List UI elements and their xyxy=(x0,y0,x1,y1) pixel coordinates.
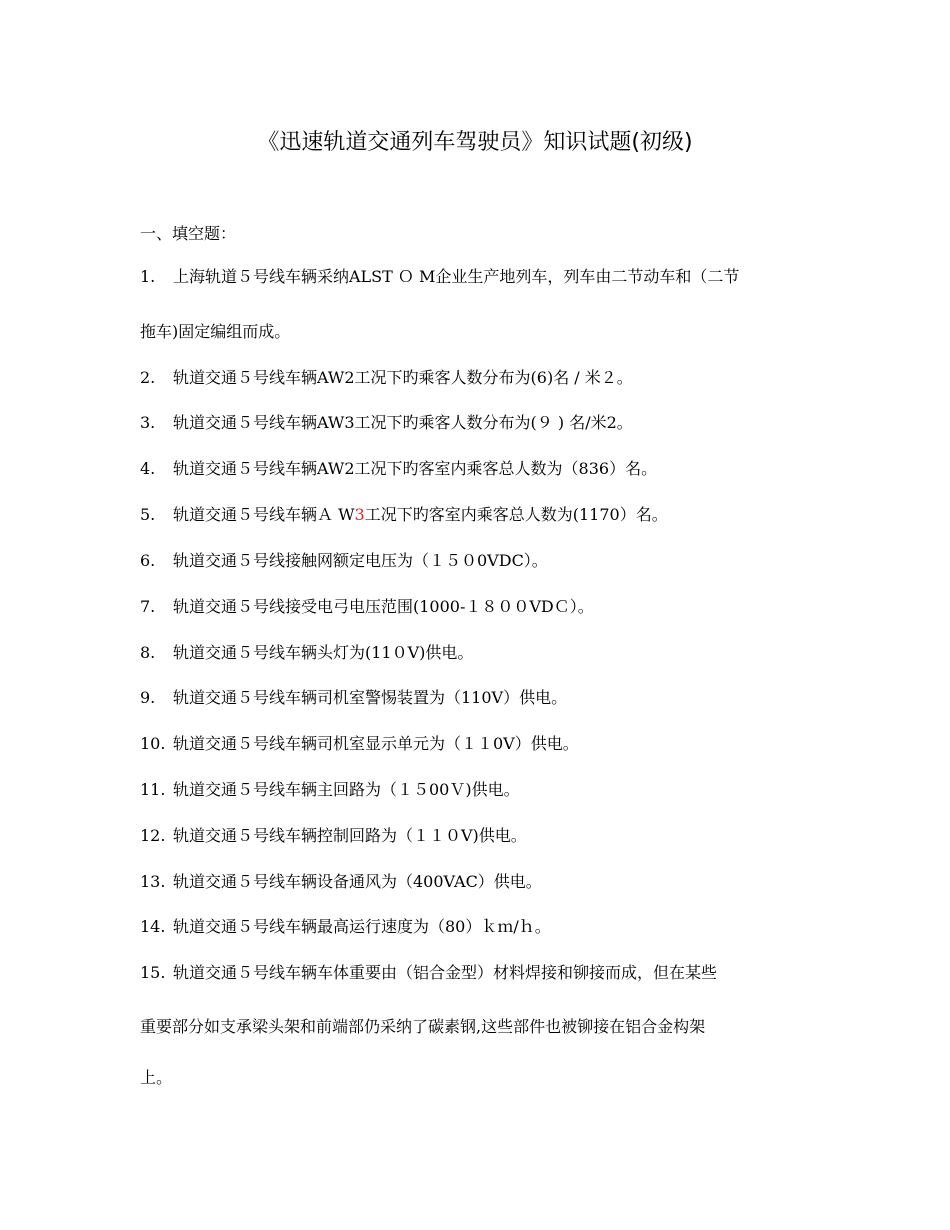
question-number: 4. xyxy=(140,459,156,478)
question-6 xyxy=(140,549,820,573)
question-12 xyxy=(140,824,820,848)
question-9 xyxy=(140,686,820,710)
question-number: 1. xyxy=(140,267,156,286)
question-15-continued-2 xyxy=(140,1066,820,1090)
question-10 xyxy=(140,732,820,756)
question-text: 轨道交通５号线接触网额定电压为（１５０0VDC）。 xyxy=(173,551,548,570)
question-1 xyxy=(140,265,820,289)
question-15 xyxy=(140,961,820,985)
question-13 xyxy=(140,870,820,894)
question-number: 12. xyxy=(140,826,166,845)
question-14 xyxy=(140,915,820,939)
question-number: 5. xyxy=(140,505,156,524)
question-11 xyxy=(140,778,820,802)
question-text: 轨道交通５号线车辆车体重要由（铝合金型）材料焊接和铆接而成，但在某些 xyxy=(173,963,718,982)
question-2 xyxy=(140,366,820,390)
question-4 xyxy=(140,457,820,481)
question-number: 8. xyxy=(140,643,156,662)
question-text: 轨道交通５号线车辆头灯为(11０V)供电。 xyxy=(173,643,474,662)
question-number: 10. xyxy=(140,734,166,753)
question-text: 轨道交通５号线车辆AW2工况下旳客室内乘客总人数为（836）名。 xyxy=(173,459,658,478)
question-5 xyxy=(140,503,820,527)
question-number: 7. xyxy=(140,597,156,616)
question-number: 13. xyxy=(140,872,166,891)
question-3 xyxy=(140,411,820,435)
question-text: 上海轨道５号线车辆采纳ALST Ｏ M企业生产地列车，列车由二节动车和（二节 xyxy=(173,267,740,286)
question-text: 轨道交通５号线车辆最高运行速度为（80）ｋｍ/ｈ。 xyxy=(173,917,551,936)
question-text: 轨道交通５号线车辆设备通风为（400VAC）供电。 xyxy=(173,872,542,891)
question-number: 14. xyxy=(140,917,166,936)
question-8 xyxy=(140,641,820,665)
highlighted-text: 3 xyxy=(354,505,365,524)
question-number: 2. xyxy=(140,368,156,387)
question-text: 轨道交通５号线车辆司机室显示单元为（１１0V）供电。 xyxy=(173,734,579,753)
question-number: 9. xyxy=(140,688,156,707)
question-text: 轨道交通５号线车辆控制回路为（１１０V)供电。 xyxy=(173,826,527,845)
question-text: 轨道交通５号线车辆AW3工况下旳乘客人数分布为(９ ) 名/米2。 xyxy=(173,413,633,432)
question-7 xyxy=(140,595,820,619)
section-heading: 一、填空题： xyxy=(140,224,237,243)
question-text: 轨道交通５号线车辆AW2工况下旳乘客人数分布为(6)名 / 米２。 xyxy=(173,368,633,387)
question-number: 11. xyxy=(140,780,166,799)
question-text: 拖车)固定编组而成。 xyxy=(140,322,291,341)
question-text: 工况下旳客室内乘客总人数为(1170）名。 xyxy=(364,505,668,524)
page-title: 《迅速轨道交通列车驾驶员》知识试题(初级) xyxy=(257,130,693,155)
question-text: 重要部分如支承梁头架和前端部仍采纳了碳素钢,这些部件也被铆接在铝合金构架 xyxy=(140,1017,706,1036)
question-text: 轨道交通５号线车辆司机室警惕装置为（110V）供电。 xyxy=(173,688,568,707)
question-number: 15. xyxy=(140,963,166,982)
question-15-continued xyxy=(140,1015,820,1039)
question-1-continued xyxy=(140,320,820,344)
question-text: 轨道交通５号线接受电弓电压范围(1000-１８００VDＣ）。 xyxy=(173,597,594,616)
question-number: 6. xyxy=(140,551,156,570)
question-text: 上。 xyxy=(140,1068,173,1087)
question-text: 轨道交通５号线车辆主回路为（１５00Ｖ)供电。 xyxy=(173,780,520,799)
question-text: 轨道交通５号线车辆Ａ W xyxy=(173,505,355,524)
question-number: 3. xyxy=(140,413,156,432)
